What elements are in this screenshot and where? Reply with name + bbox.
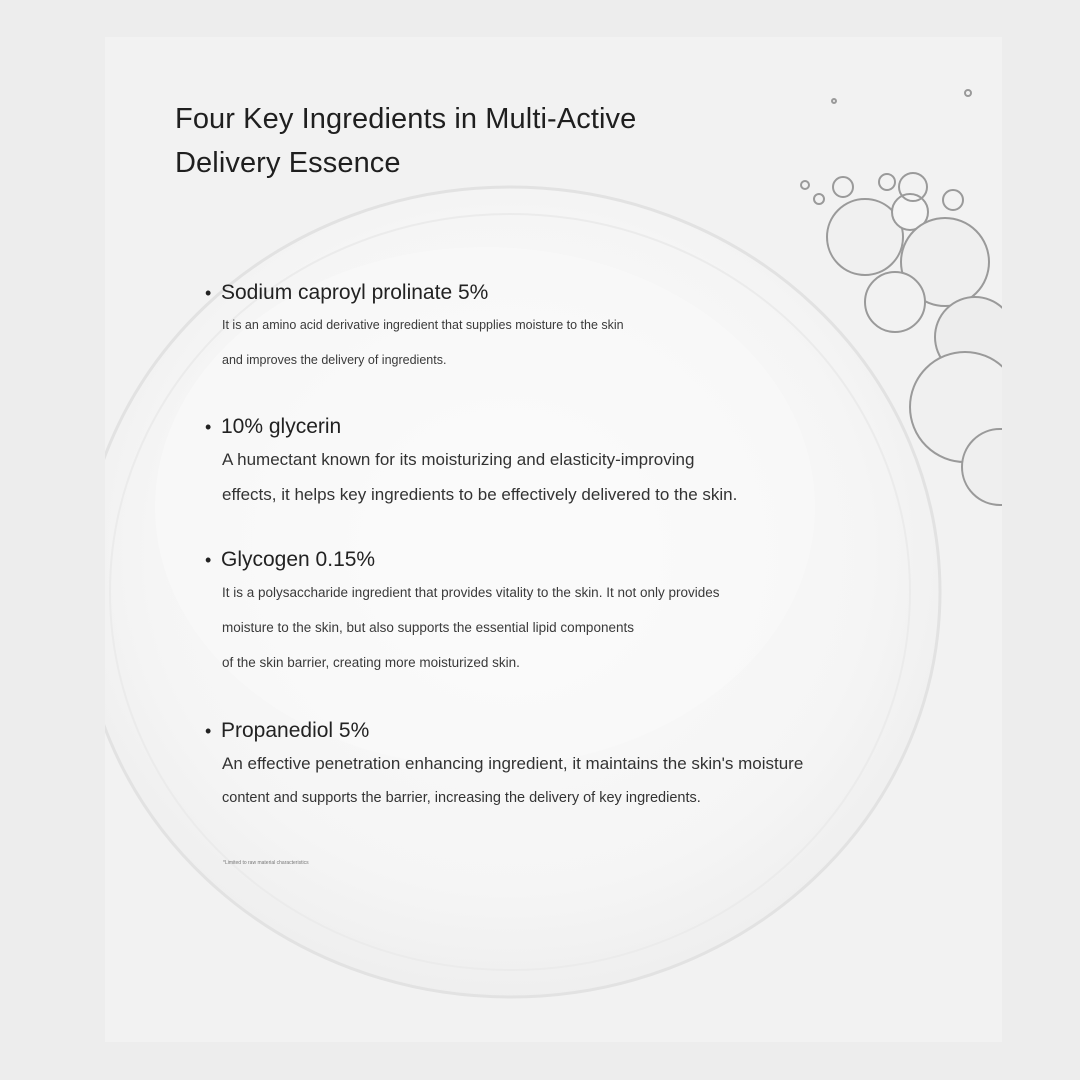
ingredient-description: [222, 442, 737, 512]
ingredient-description: [222, 575, 720, 680]
ingredient-name: 10% glycerin: [221, 415, 342, 438]
bullet-icon: •: [205, 550, 212, 570]
petri-dish-background: [105, 37, 1002, 1042]
ingredient-item-propanediol: [205, 716, 803, 816]
description-line: It is a polysaccharide ingredient that provides vitality to the skin. It not only provides: [222, 585, 720, 600]
ingredient-item-glycogen: [205, 545, 720, 680]
ingredient-name: Propanediol 5%: [221, 719, 370, 742]
ingredient-name: Glycogen 0.15%: [221, 548, 376, 571]
product-info-panel: [105, 37, 1002, 1042]
description-line: of the skin barrier, creating more moisturized skin.: [222, 655, 520, 670]
ingredient-description: [222, 308, 624, 378]
ingredient-item-sodium-caproyl-prolinate: [205, 278, 624, 378]
ingredient-description: [222, 746, 803, 816]
description-line: It is an amino acid derivative ingredient that supplies moisture to the skin: [222, 318, 624, 332]
description-line: An effective penetration enhancing ingredient, it maintains the skin's moisture: [222, 754, 804, 773]
page-title: [175, 97, 636, 185]
footnote: *Limited to raw material characteristics: [223, 860, 309, 866]
bullet-icon: •: [205, 283, 212, 303]
description-line: moisture to the skin, but also supports the essential lipid components: [222, 620, 634, 635]
title-line-1: Four Key Ingredients in Multi-Active: [175, 103, 637, 135]
bullet-icon: •: [205, 417, 212, 437]
description-line: effects, it helps key ingredients to be effectively delivered to the skin.: [222, 485, 738, 504]
ingredient-name: Sodium caproyl prolinate 5%: [221, 281, 489, 304]
bullet-icon: •: [205, 721, 212, 741]
ingredient-item-glycerin: [205, 412, 737, 512]
title-line-2: Delivery Essence: [175, 147, 401, 179]
description-line: A humectant known for its moisturizing and elasticity-improving: [222, 450, 695, 469]
description-line: and improves the delivery of ingredients.: [222, 353, 447, 367]
description-line: content and supports the barrier, increasing the delivery of key ingredients.: [222, 790, 701, 806]
